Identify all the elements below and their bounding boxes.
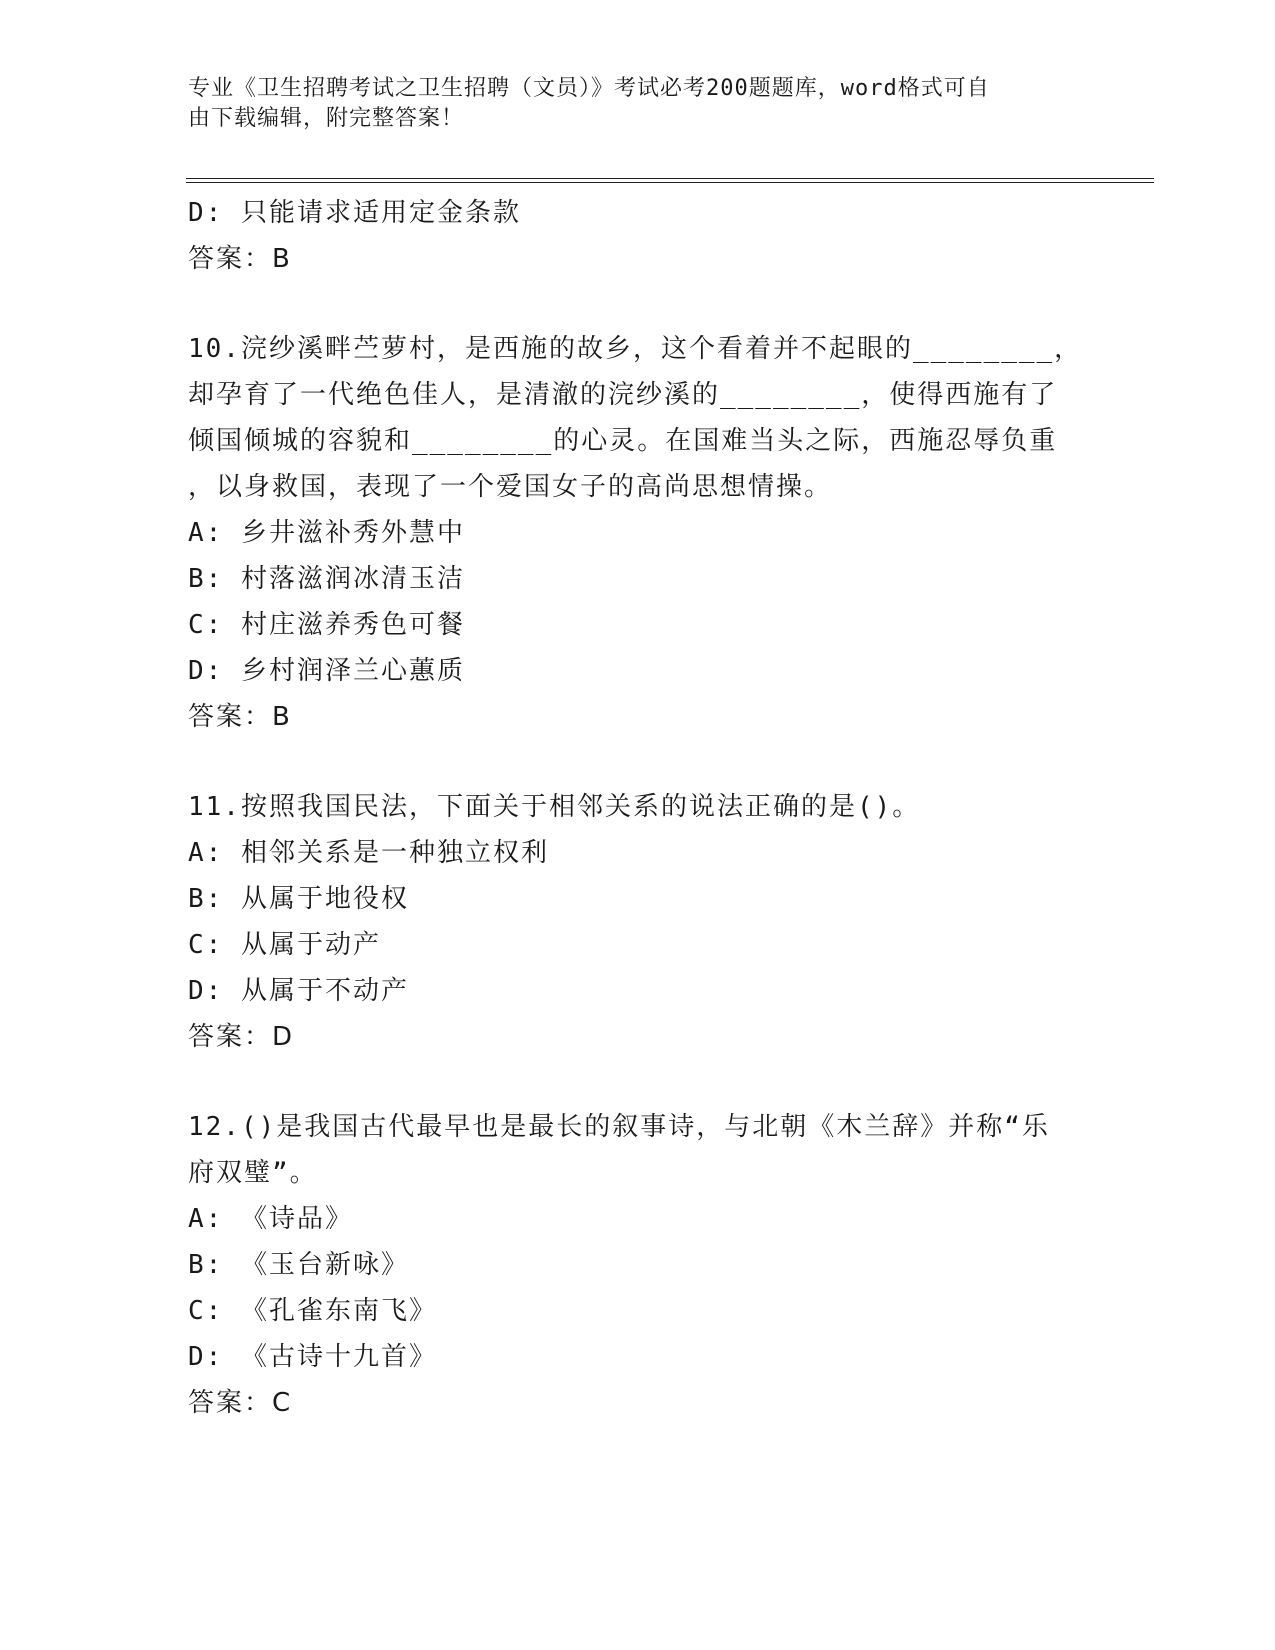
question-stem-line: 府双璧”。 [188,1158,318,1188]
question-stem-line: 10.浣纱溪畔苎萝村，是西施的故乡，这个看着并不起眼的________， [188,334,1083,364]
document-header [188,74,1088,134]
spacer [188,1060,1088,1104]
option-b: B: 从属于地役权 [188,884,409,914]
option-c: C: 从属于动产 [188,930,381,960]
spacer [188,282,1088,326]
answer: 答案：C [188,1388,293,1418]
option-d: D: 乡村润泽兰心蕙质 [188,656,465,686]
header-divider-bottom [186,182,1154,183]
question-11 [188,784,1088,1060]
header-line-1: 专业《卫生招聘考试之卫生招聘（文员）》考试必考200题题库，word格式可自 [188,76,990,101]
question-stem-line: 11.按照我国民法，下面关于相邻关系的说法正确的是()。 [188,792,921,822]
question-10 [188,326,1088,740]
header-line-2: 由下载编辑，附完整答案！ [188,106,465,131]
option-c: C: 《孔雀东南飞》 [188,1296,437,1326]
document-body [188,190,1088,1426]
option-b: B: 《玉台新咏》 [188,1250,409,1280]
question-stem-line: ，以身救国，表现了一个爱国女子的高尚思想情操。 [188,472,833,502]
option-a: A: 乡井滋补秀外慧中 [188,518,465,548]
option-b: B: 村落滋润冰清玉洁 [188,564,465,594]
option-d: D: 从属于不动产 [188,976,409,1006]
option-a: A: 相邻关系是一种独立权利 [188,838,549,868]
option-a: A: 《诗品》 [188,1204,353,1234]
question-12 [188,1104,1088,1426]
spacer [188,740,1088,784]
header-divider-top [186,178,1154,179]
answer: 答案：B [188,244,292,274]
option-d: D: 《古诗十九首》 [188,1342,437,1372]
option-c: C: 村庄滋养秀色可餐 [188,610,465,640]
previous-question-tail [188,190,1088,282]
question-stem-line: 却孕育了一代绝色佳人，是清澈的浣纱溪的________，使得西施有了 [188,380,1058,410]
question-stem-line: 倾国倾城的容貌和________的心灵。在国难当头之际，西施忍辱负重 [188,426,1058,456]
option-d: D: 只能请求适用定金条款 [188,198,521,228]
answer: 答案：B [188,702,292,732]
question-stem-line: 12.()是我国古代最早也是最长的叙事诗，与北朝《木兰辞》并称“乐 [188,1112,1050,1142]
answer: 答案：D [188,1022,295,1052]
